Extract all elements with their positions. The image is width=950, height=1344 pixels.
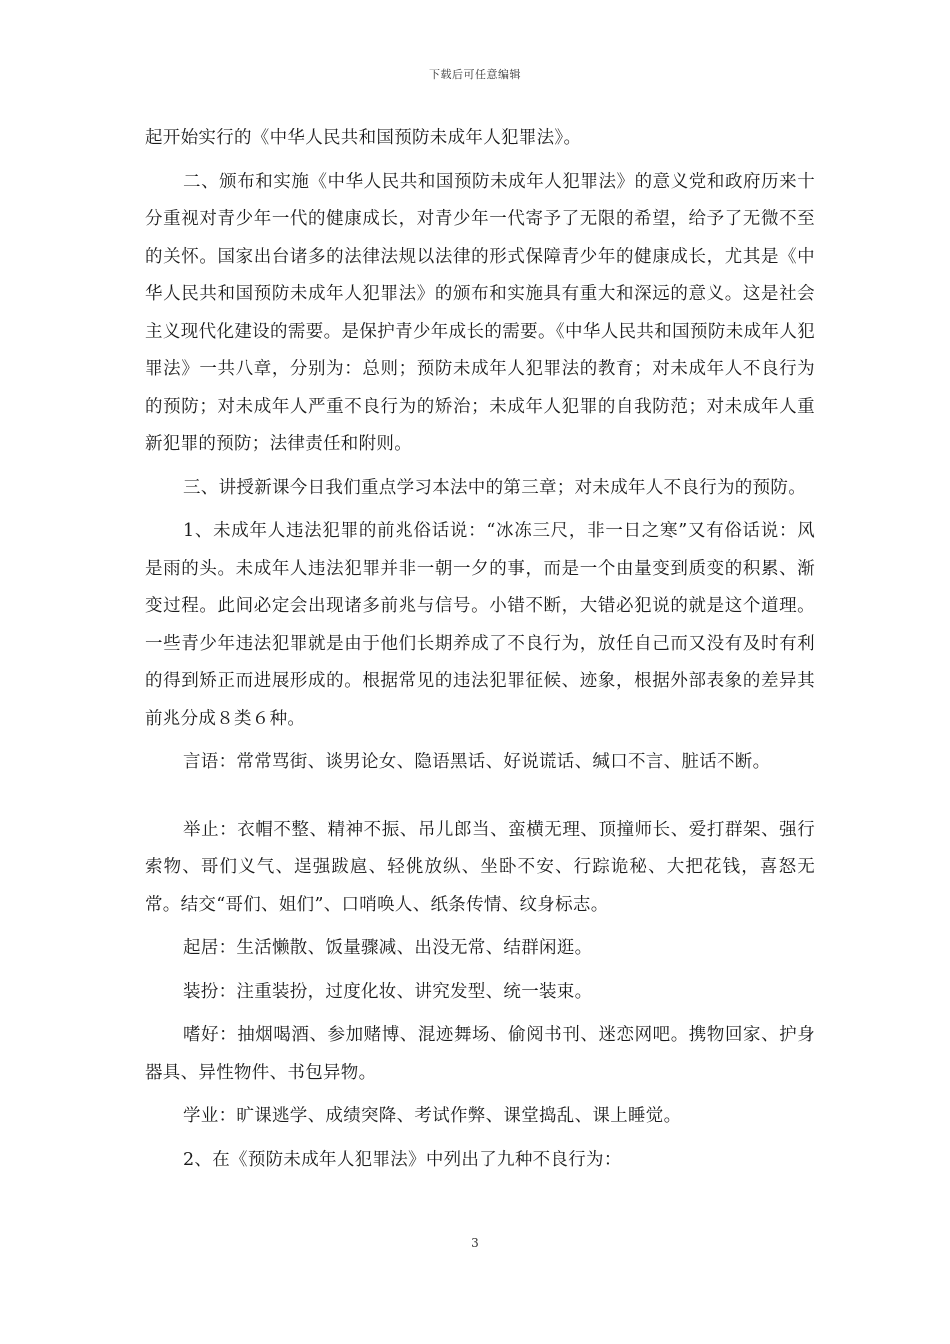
paragraph-significance: 二、颁布和实施《中华人民共和国预防未成年人犯罪法》的意义党和政府历来十分重视对青少年一代的健康成长，对青少年一代寄予了无限的希望，给予了无微不至的关怀。国家出台诸多的法律法规以法律的形式保障青少年的健康成长，尤其是《中华人民共和国预防未成年人犯罪法》的颁布和实施具有重大和深远的意义。这是社会主义现代化建设的需要。是保护青少年成长的需要。《中华人民共和国预防未成年人犯罪法》一共八章，分别为：总则；预防未成年人犯罪法的教育；对未成年人不良行为的预防；对未成年人严重不良行为的矫治；未成年人犯罪的自我防范；对未成年人重新犯罪的预防；法律责任和附则。 (145, 171, 815, 454)
document-body (145, 120, 815, 1179)
paragraph-hobbies: 嗜好：抽烟喝酒、参加赌博、混迹舞场、偷阅书刊、迷恋网吧。携物回家、护身器具、异性物件、书包异物。 (145, 1025, 815, 1083)
paragraph-studies: 学业：旷课逃学、成绩突降、考试作弊、课堂捣乱、课上睡觉。 (183, 1106, 682, 1126)
page-header: 下载后可任意编辑 (429, 68, 521, 81)
paragraph-daily-life: 起居：生活懒散、饭量骤减、出没无常、结群闲逛。 (183, 938, 593, 958)
paragraph-precursors: 1、未成年人违法犯罪的前兆俗话说：“冰冻三尺，非一日之寒”又有俗话说：风是雨的头。未成年人违法犯罪并非一朝一夕的事，而是一个由量变到质变的积累、渐变过程。此间必定会出现诸多前兆与信号。小错不断，大错必犯说的就是这个道理。一些青少年违法犯罪就是由于他们长期养成了不良行为，放任自己而又没有及时有利的得到矫正而进展形成的。根据常见的违法犯罪征候、迹象，根据外部表象的差异其前兆分成８类６种。 (145, 521, 815, 729)
paragraph-behavior: 举止：衣帽不整、精神不振、吊儿郎当、蛮横无理、顶撞师长、爱打群架、强行索物、哥们义气、逞强跋扈、轻佻放纵、坐卧不安、行踪诡秘、大把花钱，喜怒无常。结交“哥们、姐们”、口哨唤人、纸条传情、纹身标志。 (145, 819, 815, 915)
paragraph-law-start: 起开始实行的《中华人民共和国预防未成年人犯罪法》。 (145, 128, 582, 148)
paragraph-new-lesson: 三、讲授新课今日我们重点学习本法中的第三章；对未成年人不良行为的预防。 (183, 477, 806, 498)
page-number: 3 (471, 1236, 479, 1250)
paragraph-speech: 言语：常常骂街、谈男论女、隐语黑话、好说谎话、缄口不言、脏话不断。 (183, 752, 771, 772)
paragraph-nine-behaviors: 2、在《预防未成年人犯罪法》中列出了九种不良行为： (183, 1149, 622, 1170)
paragraph-appearance: 装扮：注重装扮，过度化妆、讲究发型、统一装束。 (183, 981, 593, 1002)
